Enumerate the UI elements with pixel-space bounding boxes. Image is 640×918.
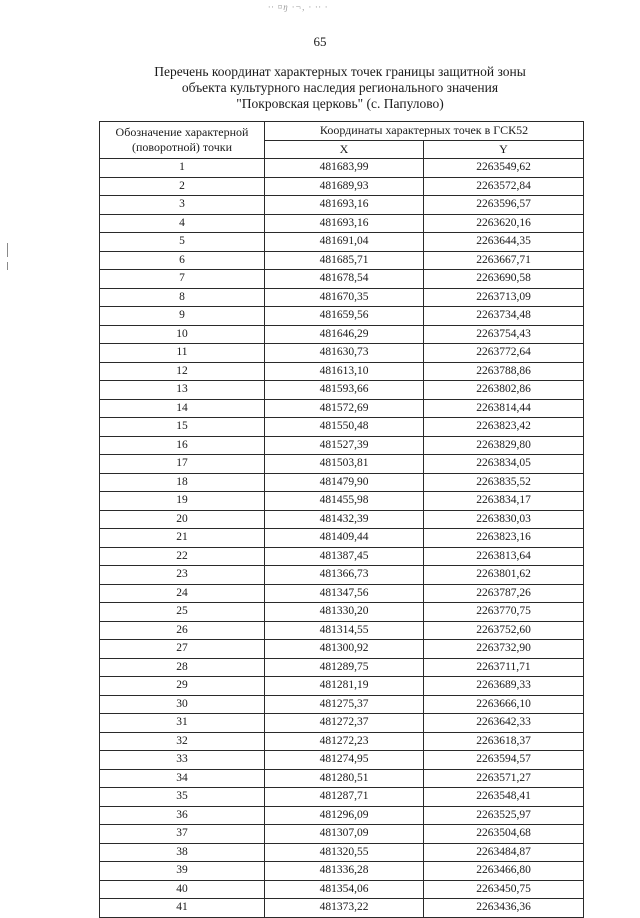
cell-y: 2263689,33 xyxy=(424,677,584,696)
cell-y: 2263823,42 xyxy=(424,418,584,437)
cell-point-number: 17 xyxy=(100,455,265,474)
cell-x: 481296,09 xyxy=(265,806,424,825)
cell-point-number: 41 xyxy=(100,899,265,918)
title-line: объекта культурного наследия регионального значения xyxy=(181,80,499,95)
cell-x: 481630,73 xyxy=(265,344,424,363)
table-row xyxy=(100,529,584,548)
title-line: Перечень координат характерных точек границы защитной зоны xyxy=(154,64,526,79)
cell-x: 481455,98 xyxy=(265,492,424,511)
cell-x: 481685,71 xyxy=(265,251,424,270)
cell-y: 2263666,10 xyxy=(424,695,584,714)
cell-point-number: 9 xyxy=(100,307,265,326)
cell-y: 2263834,05 xyxy=(424,455,584,474)
cell-y: 2263814,44 xyxy=(424,399,584,418)
cell-y: 2263772,64 xyxy=(424,344,584,363)
table-body xyxy=(100,159,584,918)
table-row xyxy=(100,732,584,751)
cell-y: 2263754,43 xyxy=(424,325,584,344)
cell-y: 2263834,17 xyxy=(424,492,584,511)
cell-point-number: 39 xyxy=(100,862,265,881)
table-row xyxy=(100,862,584,881)
cell-point-number: 32 xyxy=(100,732,265,751)
cell-y: 2263642,33 xyxy=(424,714,584,733)
cell-x: 481670,35 xyxy=(265,288,424,307)
cell-point-number: 24 xyxy=(100,584,265,603)
table-row xyxy=(100,621,584,640)
header-point-designation: Обозначение характерной (поворотной) точки xyxy=(100,122,265,159)
cell-point-number: 20 xyxy=(100,510,265,529)
cell-x: 481272,23 xyxy=(265,732,424,751)
cell-y: 2263770,75 xyxy=(424,603,584,622)
cell-point-number: 5 xyxy=(100,233,265,252)
cell-point-number: 1 xyxy=(100,159,265,178)
cell-x: 481366,73 xyxy=(265,566,424,585)
cell-point-number: 18 xyxy=(100,473,265,492)
table-row xyxy=(100,566,584,585)
cell-y: 2263466,80 xyxy=(424,862,584,881)
cell-y: 2263787,26 xyxy=(424,584,584,603)
table-row xyxy=(100,473,584,492)
cell-point-number: 40 xyxy=(100,880,265,899)
cell-x: 481287,71 xyxy=(265,788,424,807)
cell-y: 2263620,16 xyxy=(424,214,584,233)
cell-point-number: 19 xyxy=(100,492,265,511)
cell-x: 481272,37 xyxy=(265,714,424,733)
cell-y: 2263830,03 xyxy=(424,510,584,529)
table-row xyxy=(100,843,584,862)
table-row xyxy=(100,677,584,696)
table-row xyxy=(100,899,584,918)
cell-x: 481281,19 xyxy=(265,677,424,696)
cell-point-number: 2 xyxy=(100,177,265,196)
header-coordinates: Координаты характерных точек в ГСК52 xyxy=(265,122,584,141)
cell-y: 2263644,35 xyxy=(424,233,584,252)
cell-point-number: 14 xyxy=(100,399,265,418)
table-row xyxy=(100,159,584,178)
margin-scan-tick xyxy=(7,262,8,270)
cell-point-number: 26 xyxy=(100,621,265,640)
cell-x: 481347,56 xyxy=(265,584,424,603)
table-row xyxy=(100,307,584,326)
cell-y: 2263450,75 xyxy=(424,880,584,899)
cell-x: 481307,09 xyxy=(265,825,424,844)
cell-y: 2263801,62 xyxy=(424,566,584,585)
cell-point-number: 11 xyxy=(100,344,265,363)
cell-y: 2263525,97 xyxy=(424,806,584,825)
cell-x: 481593,66 xyxy=(265,381,424,400)
cell-y: 2263732,90 xyxy=(424,640,584,659)
page-number: 65 xyxy=(313,34,327,49)
cell-y: 2263618,37 xyxy=(424,732,584,751)
table-row xyxy=(100,547,584,566)
cell-x: 481678,54 xyxy=(265,270,424,289)
cell-point-number: 36 xyxy=(100,806,265,825)
cell-x: 481691,04 xyxy=(265,233,424,252)
cell-point-number: 21 xyxy=(100,529,265,548)
cell-x: 481409,44 xyxy=(265,529,424,548)
cell-x: 481572,69 xyxy=(265,399,424,418)
cell-y: 2263823,16 xyxy=(424,529,584,548)
cell-x: 481550,48 xyxy=(265,418,424,437)
scan-artifact-mark: ·· ¤ŋ ·¬, · ·· · xyxy=(268,2,329,12)
cell-point-number: 12 xyxy=(100,362,265,381)
cell-point-number: 27 xyxy=(100,640,265,659)
table-row xyxy=(100,251,584,270)
cell-y: 2263829,80 xyxy=(424,436,584,455)
cell-x: 481314,55 xyxy=(265,621,424,640)
table-row xyxy=(100,288,584,307)
table-row xyxy=(100,270,584,289)
table-row xyxy=(100,436,584,455)
cell-point-number: 37 xyxy=(100,825,265,844)
table-row xyxy=(100,344,584,363)
cell-x: 481300,92 xyxy=(265,640,424,659)
cell-point-number: 28 xyxy=(100,658,265,677)
cell-x: 481354,06 xyxy=(265,880,424,899)
cell-x: 481289,75 xyxy=(265,658,424,677)
cell-x: 481479,90 xyxy=(265,473,424,492)
cell-y: 2263484,87 xyxy=(424,843,584,862)
header-x: X xyxy=(265,140,424,159)
title-line: "Покровская церковь" (с. Папулово) xyxy=(236,96,444,111)
table-row xyxy=(100,880,584,899)
cell-x: 481330,20 xyxy=(265,603,424,622)
cell-point-number: 6 xyxy=(100,251,265,270)
cell-x: 481527,39 xyxy=(265,436,424,455)
table-row xyxy=(100,455,584,474)
cell-x: 481659,56 xyxy=(265,307,424,326)
cell-y: 2263571,27 xyxy=(424,769,584,788)
cell-x: 481613,10 xyxy=(265,362,424,381)
cell-y: 2263752,60 xyxy=(424,621,584,640)
table-row xyxy=(100,825,584,844)
table-row xyxy=(100,640,584,659)
cell-y: 2263813,64 xyxy=(424,547,584,566)
coordinates-table xyxy=(99,121,584,918)
table-row xyxy=(100,362,584,381)
cell-point-number: 22 xyxy=(100,547,265,566)
cell-x: 481693,16 xyxy=(265,196,424,215)
cell-point-number: 10 xyxy=(100,325,265,344)
cell-y: 2263436,36 xyxy=(424,899,584,918)
table-row xyxy=(100,325,584,344)
cell-y: 2263667,71 xyxy=(424,251,584,270)
cell-x: 481432,39 xyxy=(265,510,424,529)
cell-x: 481387,45 xyxy=(265,547,424,566)
margin-scan-tick xyxy=(7,243,8,257)
cell-x: 481683,99 xyxy=(265,159,424,178)
cell-y: 2263594,57 xyxy=(424,751,584,770)
cell-x: 481320,55 xyxy=(265,843,424,862)
table-row xyxy=(100,510,584,529)
cell-y: 2263504,68 xyxy=(424,825,584,844)
table-row xyxy=(100,788,584,807)
table-row xyxy=(100,695,584,714)
table-row xyxy=(100,584,584,603)
cell-y: 2263596,57 xyxy=(424,196,584,215)
table-row xyxy=(100,603,584,622)
header-y: Y xyxy=(424,140,584,159)
table-row xyxy=(100,806,584,825)
cell-point-number: 16 xyxy=(100,436,265,455)
cell-point-number: 30 xyxy=(100,695,265,714)
cell-point-number: 13 xyxy=(100,381,265,400)
cell-point-number: 8 xyxy=(100,288,265,307)
cell-point-number: 23 xyxy=(100,566,265,585)
cell-x: 481693,16 xyxy=(265,214,424,233)
table-row xyxy=(100,399,584,418)
cell-point-number: 31 xyxy=(100,714,265,733)
table-row xyxy=(100,233,584,252)
cell-point-number: 33 xyxy=(100,751,265,770)
document-title xyxy=(100,64,580,112)
cell-y: 2263802,86 xyxy=(424,381,584,400)
cell-y: 2263572,84 xyxy=(424,177,584,196)
cell-y: 2263734,48 xyxy=(424,307,584,326)
cell-y: 2263549,62 xyxy=(424,159,584,178)
cell-y: 2263711,71 xyxy=(424,658,584,677)
cell-x: 481336,28 xyxy=(265,862,424,881)
cell-point-number: 15 xyxy=(100,418,265,437)
table-row xyxy=(100,196,584,215)
table-row xyxy=(100,492,584,511)
cell-x: 481274,95 xyxy=(265,751,424,770)
cell-point-number: 3 xyxy=(100,196,265,215)
cell-point-number: 4 xyxy=(100,214,265,233)
cell-point-number: 29 xyxy=(100,677,265,696)
cell-point-number: 35 xyxy=(100,788,265,807)
cell-y: 2263713,09 xyxy=(424,288,584,307)
table-row xyxy=(100,658,584,677)
table-row xyxy=(100,177,584,196)
table-row xyxy=(100,381,584,400)
cell-x: 481280,51 xyxy=(265,769,424,788)
cell-x: 481503,81 xyxy=(265,455,424,474)
table-row xyxy=(100,418,584,437)
cell-y: 2263835,52 xyxy=(424,473,584,492)
cell-y: 2263548,41 xyxy=(424,788,584,807)
cell-y: 2263690,58 xyxy=(424,270,584,289)
cell-point-number: 38 xyxy=(100,843,265,862)
table-row xyxy=(100,714,584,733)
cell-point-number: 7 xyxy=(100,270,265,289)
cell-x: 481373,22 xyxy=(265,899,424,918)
table-row xyxy=(100,769,584,788)
cell-x: 481689,93 xyxy=(265,177,424,196)
cell-point-number: 34 xyxy=(100,769,265,788)
table-row xyxy=(100,214,584,233)
cell-point-number: 25 xyxy=(100,603,265,622)
cell-x: 481646,29 xyxy=(265,325,424,344)
table-row xyxy=(100,751,584,770)
cell-y: 2263788,86 xyxy=(424,362,584,381)
cell-x: 481275,37 xyxy=(265,695,424,714)
